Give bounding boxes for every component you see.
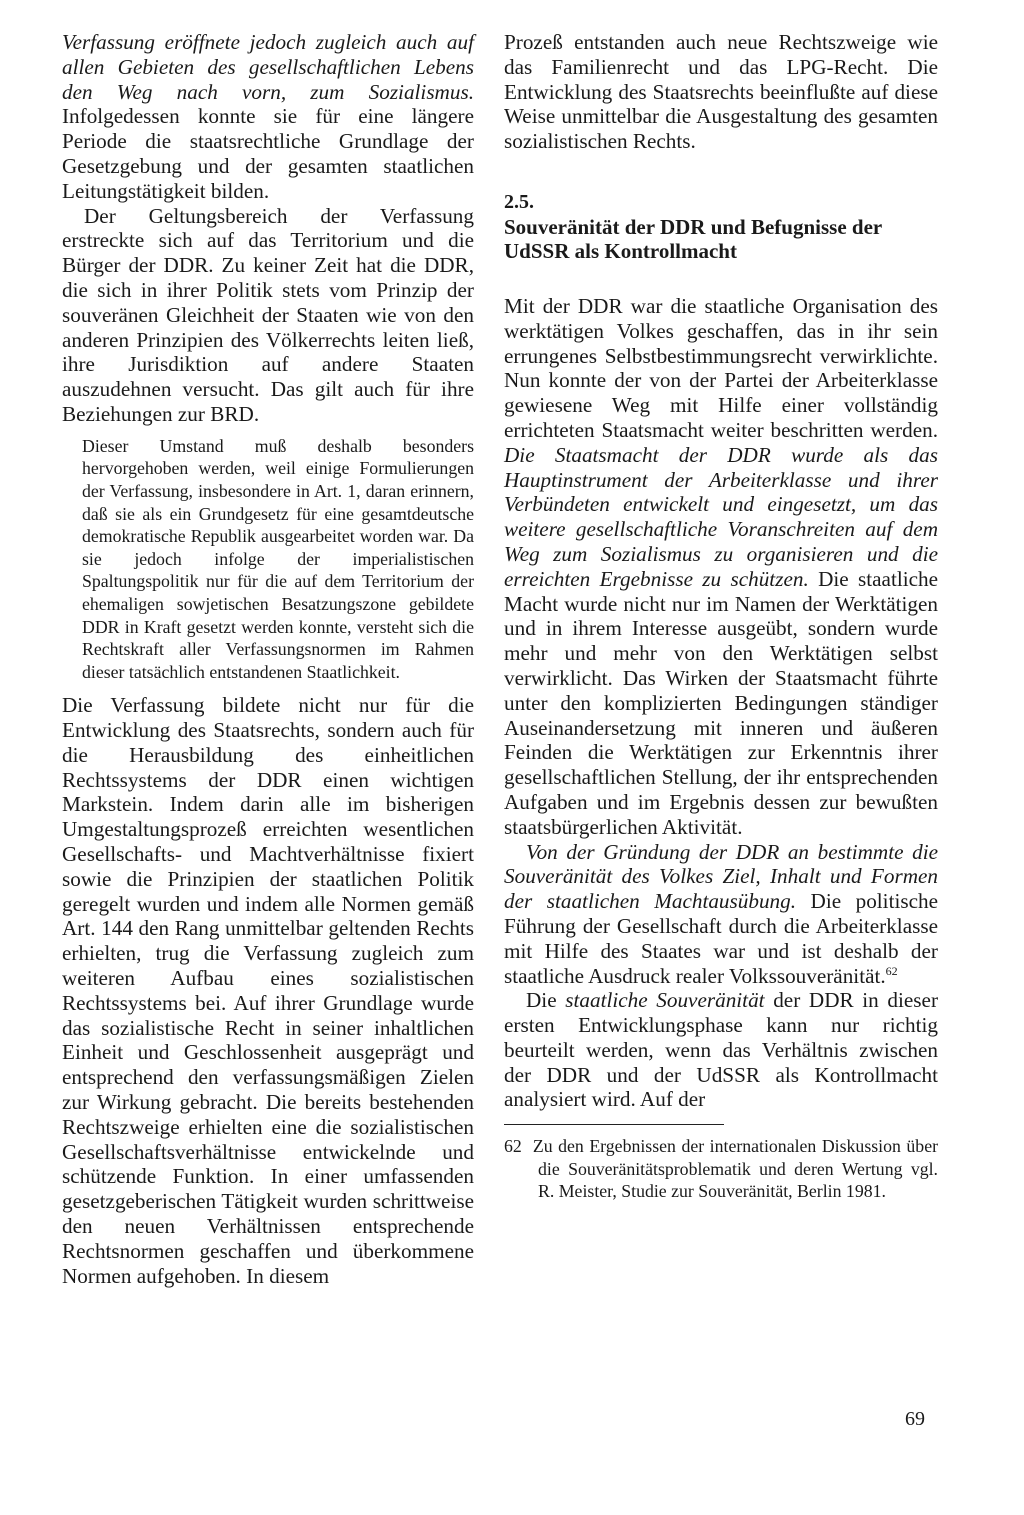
footnote-text: Zu den Ergebnissen der internationalen Diskussion über die Souveränitätsproblematik und deren Wertung vgl. R. Meister, Studie zur Souveränität, Berlin 1981. xyxy=(532,1136,939,1202)
paragraph-1 xyxy=(62,30,474,204)
paragraph-5 xyxy=(504,840,938,989)
paragraph-1-rest: Infolgedessen konnte sie für eine längere Periode die staatsrechtliche Grundlage der Gesetzgebung und der gesamten staatlichen Leitungstätigkeit bilden. xyxy=(62,104,474,203)
paragraph-6-italic: staatliche Souveränität xyxy=(565,988,765,1013)
footnote-rule xyxy=(504,1124,724,1125)
footnote xyxy=(504,1135,938,1203)
footnote-reference: 62 xyxy=(885,963,898,978)
paragraph-4-start: Mit der DDR war die staatliche Organisation des werktätigen Volkes geschaffen, das in ihr sein errungenes Selbstbestimmungsrecht verwirklichte. Nun konnte der von der Partei der Arbeiterklasse gewiesene Weg mit Hilfe einer vollständig errichteten Staatsmacht weiter beschritten werden. xyxy=(504,293,938,442)
right-column xyxy=(504,30,938,1203)
paragraph-4 xyxy=(504,294,938,840)
paragraph-1-italic: Verfassung eröffnete jedoch zugleich auch auf allen Gebieten des gesellschaftlichen Lebens den Weg nach vorn, zum Sozialismus. xyxy=(62,30,474,104)
section-heading xyxy=(504,190,938,264)
section-title: Souveränität der DDR und Befugnisse der UdSSR als Kontrollmacht xyxy=(504,214,882,264)
paragraph-continued: Prozeß entstanden auch neue Rechtszweige wie das Familienrecht und das LPG-Recht. Die Entwicklung des Staatsrechts beeinflußte auf diese Weise unmittelbar die Ausgestaltung des gesamten sozialistischen Rechts. xyxy=(504,30,938,154)
paragraph-4-end: Die staatliche Macht wurde nicht nur im Namen der Werktätigen und in ihrem Interesse ausgeübt, sondern wurde mehr und mehr von den Werktätigen selbst verwirklicht. Das Wirken der Staatsmacht führte unter den komplizierten Bedingungen ständiger Auseinandersetzung mit inneren und äußeren Feinden die Werktätigen zur Erkenntnis ihrer gesellschaftlichen Stellung, der ihr entsprechenden Aufgaben und im Ergebnis dessen zur bewußten staatsbürgerlichen Aktivität. xyxy=(504,566,938,839)
page-number: 69 xyxy=(905,1408,925,1430)
paragraph-6-start: Die xyxy=(526,988,566,1013)
paragraph-4-italic: Die Staatsmacht der DDR wurde als das Hauptinstrument der Arbeiterklasse und ihrer Verbündeten entwickelt und eingesetzt, um das weitere gesellschaftliche Voranschreiten auf dem Weg zum Sozialismus zu organisieren und die erreichten Ergebnisse zu schützen. xyxy=(504,442,938,591)
paragraph-6-end: der DDR in dieser ersten Entwicklungsphase kann nur richtig beurteilt werden, wenn das Verhältnis zwischen der DDR und der UdSSR als Kontrollmacht analysiert wird. Auf der xyxy=(504,988,939,1112)
left-column xyxy=(62,30,474,1288)
paragraph-2: Der Geltungsbereich der Verfassung erstreckte sich auf das Territorium und die Bürger der DDR. Zu keiner Zeit hat die DDR, die sich in ihrer Politik stets vom Prinzip der souveränen Gleichheit der Staaten wie von den anderen Prinzipien des Völkerrechts leiten ließ, ihre Jurisdiktion auf andere Staaten auszudehnen versucht. Das gilt auch für ihre Beziehungen zur BRD. xyxy=(62,203,474,426)
paragraph-3: Die Verfassung bildete nicht nur für die Entwicklung des Staatsrechts, sondern auch für die Herausbildung des einheitlichen Rechtssystems der DDR einen wichtigen Markstein. Indem darin alle im bisherigen Umgestaltungsprozeß erreichten wesentlichen Gesellschafts- und Machtverhältnisse fixiert sowie die Prinzipien der staatlichen Politik geregelt wurden und indem alle Normen gemäß Art. 144 den Rang unmittelbar geltenden Rechts erhielten, trug die Verfassung zugleich zum weiteren Aufbau eines sozialistischen Rechtssystems bei. Auf ihrer Grundlage wurde das sozialistische Recht in seiner inhaltlichen Einheit und Geschlossenheit ausgeprägt und entsprechend den verfassungsmäßigen Zielen zur Wirkung gebracht. Die bereits bestehenden Rechtszweige erhielten eine die sozialistischen Gesellschaftsverhältnisse entwickelnde und schützende Funktion. In einer umfassenden gesetzgeberischen Tätigkeit wurden schrittweise den neuen Verhältnissen entsprechende Rechtsnormen geschaffen und überkommene Normen aufgehoben. In diesem xyxy=(62,693,474,1288)
section-number: 2.5. xyxy=(504,190,534,213)
paragraph-5-end: Die politische Führung der Gesellschaft durch die Arbeiterklasse mit Hilfe des Staates war und ist deshalb der staatliche Ausdruck realer Volkssouveränität. xyxy=(504,889,938,988)
small-print-note: Dieser Umstand muß deshalb besonders hervorgehoben werden, weil einige Formulierungen der Verfassung, insbesondere in Art. 1, daran erinnern, daß sie als ein Grundgesetz für eine gesamtdeutsche demokratische Republik ausgearbeitet worden war. Da sie jedoch infolge der imperialistischen Spaltungspolitik nur für die auf dem Territorium der ehemaligen sowjetischen Besatzungszone gebildete DDR in Kraft gesetzt werden konnte, versteht sich die Rechtskraft aller Verfassungsnormen im Rahmen dieser tatsächlich entstandenen Staatlichkeit. xyxy=(82,435,474,682)
footnote-number: 62 xyxy=(504,1136,522,1157)
paragraph-6 xyxy=(504,988,938,1112)
paragraph-5-italic: Von der Gründung der DDR an bestimmte die Souveränität des Volkes Ziel, Inhalt und Formen der staatlichen Machtausübung. xyxy=(504,839,938,914)
